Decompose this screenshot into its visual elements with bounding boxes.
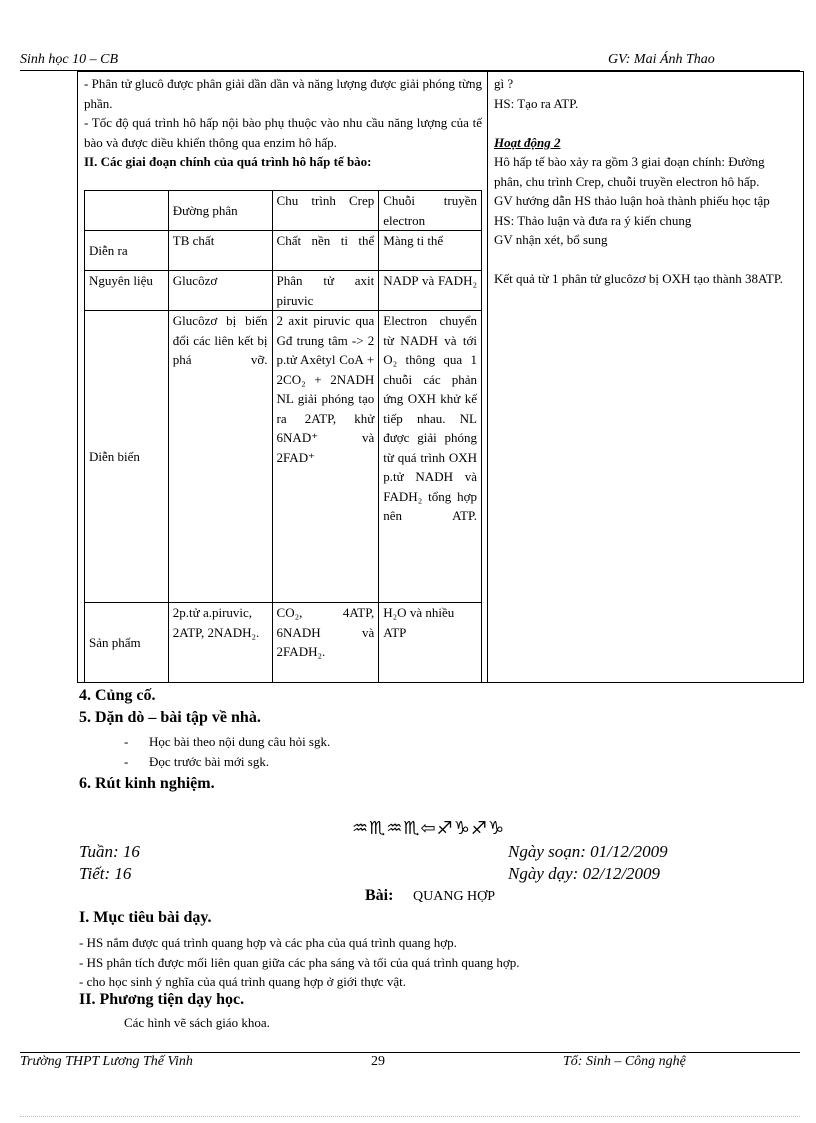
table-cell: Màng ti thể: [379, 231, 482, 271]
means-text: Các hình vẽ sách giáo khoa.: [124, 1015, 270, 1030]
table-cell: 2p.tử a.piruvic, 2ATP, 2NADH₂.: [168, 603, 272, 683]
prep-date: Ngày soạn: 01/12/2009: [508, 842, 668, 861]
page-edge: [20, 1116, 800, 1117]
page-number: 29: [371, 1054, 385, 1069]
section-ii-title: II. Các giai đoạn chính của quá trình hô hấp tế bào:: [84, 154, 372, 169]
table-cell: NADP và FADH₂: [379, 271, 482, 311]
table-header-row: [85, 191, 482, 231]
objective-item: - HS nắm được quá trình quang hợp và các pha của quá trình quang hợp.: [79, 935, 457, 950]
objectives-list: [79, 933, 799, 992]
section-5-title: 5. Dặn dò – bài tập về nhà.: [79, 709, 261, 726]
right-column-text: [494, 74, 796, 289]
table-header-cell: Chuỗi truyền electron: [379, 191, 482, 231]
section-6-title: 6. Rút kinh nghiệm.: [79, 775, 215, 792]
table-cell: Electron chuyển từ NADH và tới O₂ thông qua 1 chuỗi các phản ứng OXH khử kế tiếp nhau. NL được giải phóng từ quá trình OXH p.tử NADH và FADH₂ tổng hợp nên ATP.: [379, 311, 482, 603]
table-row: [85, 603, 482, 683]
table-header-cell: [85, 191, 169, 231]
table-row: [85, 231, 482, 271]
homework-bullet: -: [124, 754, 129, 769]
homework-item: Học bài theo nội dung câu hỏi sgk.: [149, 734, 331, 749]
homework-item: Đọc trước bài mới sgk.: [149, 754, 270, 769]
lesson-title: QUANG HỢP: [413, 889, 496, 904]
teacher-question-end: gì ?: [494, 76, 514, 91]
homework-bullet: -: [124, 734, 129, 749]
table-cell: TB chất: [168, 231, 272, 271]
objective-item: - HS phân tích được mối liên quan giữa các pha sáng và tối của quá trình quang hợp.: [79, 954, 520, 970]
left-column-text: [84, 74, 482, 172]
table-cell: 2 axit piruvic qua Gđ trung tâm -> 2 p.tử Axêtyl CoA + 2CO₂ + 2NADH NL giải phóng tạo ra 2ATP, khử 6NAD⁺ và 2FAD⁺: [272, 311, 379, 603]
student-answer: HS: Tạo ra ATP.: [494, 95, 579, 111]
header-subject: Sinh học 10 – CB: [20, 52, 118, 67]
row-label: Nguyên liệu: [85, 271, 169, 311]
table-cell: Glucôzơ: [168, 271, 272, 311]
teacher-guidance: GV hướng dẫn HS thảo luận hoà thành phiếu học tập: [494, 193, 770, 208]
row-label: Sản phẩm: [85, 603, 169, 683]
table-cell: Phân tử axit piruvic: [272, 271, 379, 311]
student-discussion: HS: Thảo luận và đưa ra ý kiến chung: [494, 212, 692, 228]
teach-date: Ngày dạy: 02/12/2009: [508, 864, 661, 883]
header-teacher: GV: Mai Ánh Thao: [608, 52, 715, 67]
respiration-speed-paragraph: - Tốc độ quá trình hô hấp nội bào phụ thuộc vào nhu cầu năng lượng của tế bào và được diều khiển thông qua enzim hô hấp.: [84, 115, 482, 150]
objectives-title: I. Mục tiêu bài dạy.: [79, 909, 212, 926]
glucose-paragraph: - Phân tử glucô được phân giải dần dần và năng lượng được giải phóng từng phần.: [84, 76, 482, 111]
table-cell: Glucôzơ bị biến đổi các liên kết bị phá vỡ.: [168, 311, 272, 603]
table-header-cell: Chu trình Crep: [272, 191, 379, 231]
period-label: Tiết: 16: [79, 864, 132, 883]
table-cell: CO₂, 4ATP, 6NADH và 2FADH₂.: [272, 603, 379, 683]
footer-rule: [20, 1052, 800, 1053]
section-4-title: 4. Củng cố.: [79, 687, 156, 704]
respiration-stages-table: [84, 190, 482, 683]
lesson-label: Bài:: [365, 887, 394, 904]
row-label: Diễn biến: [85, 311, 169, 603]
table-cell: Chất nền ti thể: [272, 231, 379, 271]
result-note: Kết quả từ 1 phân tử glucôzơ bị OXH tạo thành 38ATP.: [494, 271, 783, 286]
week-label: Tuần: 16: [79, 842, 140, 861]
teacher-comment: GV nhận xét, bổ sung: [494, 232, 608, 247]
ornament-divider: ♒♏♒♏⇦♐♑♐♑: [352, 818, 506, 839]
footer-school: Trường THPT Lương Thế Vinh: [20, 1054, 193, 1069]
table-row: [85, 311, 482, 603]
footer-department: Tổ: Sinh – Công nghệ: [563, 1054, 686, 1069]
table-row: [85, 271, 482, 311]
activity-2-title: Hoạt động 2: [494, 134, 561, 150]
table-header-cell: Đường phân: [168, 191, 272, 231]
table-cell: H₂O và nhiều ATP: [379, 603, 482, 683]
column-divider: [487, 71, 488, 683]
means-title: II. Phương tiện dạy học.: [79, 991, 245, 1008]
objective-item: - cho học sinh ý nghĩa của quá trình quang hợp ở giới thực vật.: [79, 974, 406, 989]
row-label: Diễn ra: [85, 231, 169, 271]
activity-intro: Hô hấp tế bào xảy ra gồm 3 giai đoạn chính: Đường phân, chu trình Crep, chuỗi truyền electron hô hấp.: [494, 154, 765, 189]
